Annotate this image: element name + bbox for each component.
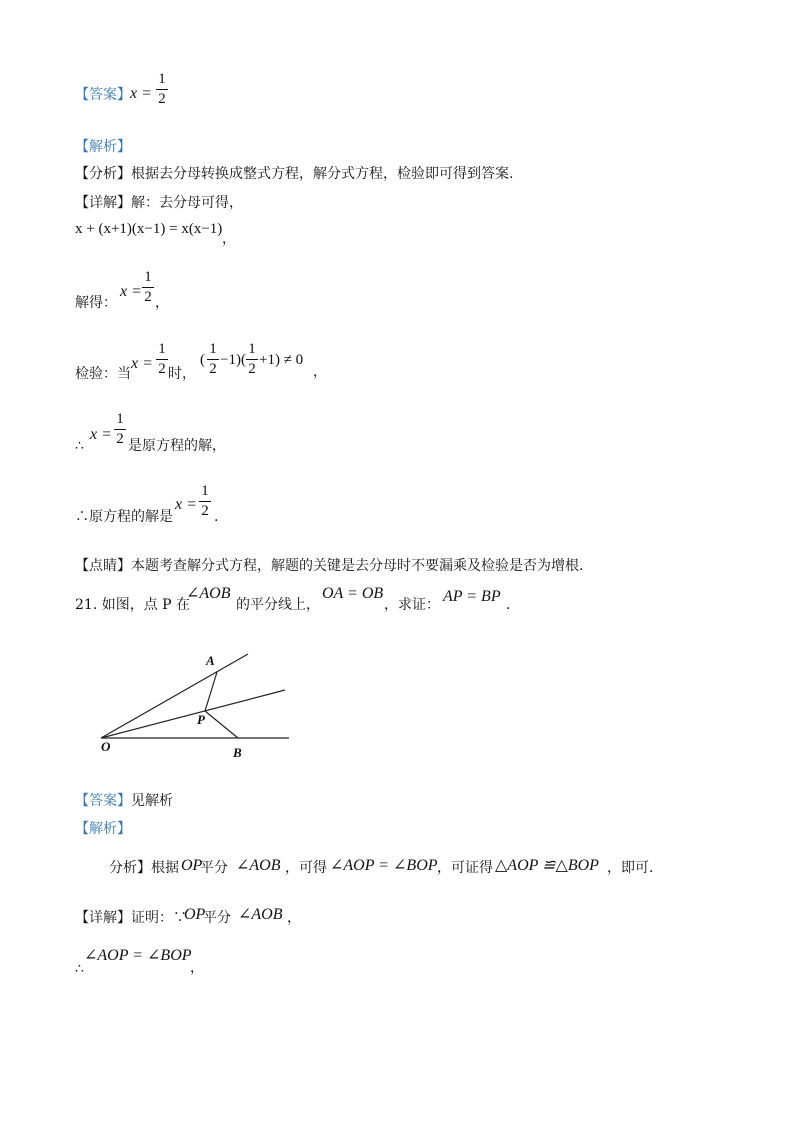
q21-xiangjie-tag: 【详解】 <box>75 910 131 926</box>
q21-fenxi-1: 分析】根据 <box>109 860 179 876</box>
q21-therefore-symbol: ∴ <box>75 961 84 977</box>
q21-condition: OA = OB <box>322 585 384 602</box>
q21-angle: ∠AOB <box>186 585 231 602</box>
denominator: 2 <box>201 503 209 519</box>
q21-answer-line <box>75 794 173 808</box>
q21-xiangjie-text2: 平分 <box>203 910 231 926</box>
numerator: 1 <box>116 411 124 427</box>
ray-oa <box>101 654 248 738</box>
fenxi-line <box>75 167 513 181</box>
solve-label: 解得： <box>75 295 117 311</box>
q21-prefix: 21. 如图，点 P 在 <box>75 597 191 613</box>
q21-fenxi-cong: △AOP ≌△BOP <box>495 857 599 874</box>
numerator: 1 <box>209 341 217 357</box>
denominator: 2 <box>158 361 166 377</box>
therefore1-expr: x = <box>90 426 112 443</box>
q21-fenxi-5: ，即可. <box>607 860 654 876</box>
q21-prove-expr: AP = BP <box>443 588 501 605</box>
therefore1-text: 是原方程的解， <box>128 438 226 454</box>
answer-fraction <box>156 72 168 107</box>
solve-fraction <box>142 270 154 305</box>
solve-tail: ， <box>155 295 169 311</box>
check-tail: ， <box>313 364 327 380</box>
therefore2-expr: x = <box>175 496 197 513</box>
dianjing-text: 本题考查解分式方程，解题的关键是去分母时不要漏乘及检验是否为增根. <box>131 558 584 574</box>
label-b: B <box>233 745 242 760</box>
q21-answer-tag: 【答案】 <box>75 793 131 809</box>
q21-therefore-expr: ∠AOP = ∠BOP <box>84 947 192 964</box>
q21-fenxi-2: 平分 <box>200 860 228 876</box>
check-fraction <box>156 342 168 377</box>
q21-xiangjie-tail: ， <box>287 910 301 926</box>
label-o: O <box>101 739 111 754</box>
fenxi-text: 根据去分母转换成整式方程，解分式方程，检验即可得到答案. <box>131 166 514 182</box>
q21-xiangjie-op: OP <box>184 906 206 923</box>
q21-end: . <box>506 597 511 613</box>
q21-fenxi-op: OP <box>181 857 203 874</box>
denominator: 2 <box>248 361 256 377</box>
answer-tag: 【答案】 <box>75 87 131 103</box>
denominator: 2 <box>144 289 152 305</box>
xiangjie-tag: 【详解】 <box>75 195 131 211</box>
therefore2-tail: . <box>214 509 219 525</box>
denominator: 2 <box>158 91 166 107</box>
check-label: 检验：当 <box>75 366 131 382</box>
numerator: 1 <box>158 341 166 357</box>
q21-fenxi-4: ，可证得 <box>437 860 493 876</box>
analysis-tag: 【解析】 <box>75 139 131 155</box>
q21-therefore-tail: ， <box>190 960 204 976</box>
q21-xiangjie-text: 证明：∵ <box>131 910 187 926</box>
q21-fenxi-3: ，可得 <box>285 860 327 876</box>
dianjing-line <box>75 559 583 573</box>
numerator: 1 <box>158 71 166 87</box>
label-a: A <box>206 653 215 668</box>
xiangjie-text: 解：去分母可得， <box>131 195 243 211</box>
q21-xiangjie-angle: ∠AOB <box>238 906 283 923</box>
check-expr: x = <box>131 355 153 372</box>
answer-expr: x = <box>130 85 152 102</box>
therefore-symbol: ∴ <box>75 438 84 454</box>
therefore1-fraction <box>114 412 126 447</box>
equation: x + (x+1)(x−1) = x(x−1) <box>75 221 223 237</box>
bisector-op <box>101 690 285 738</box>
dianjing-tag: 【点睛】 <box>75 558 131 574</box>
q21-analysis-tag: 【解析】 <box>75 821 131 837</box>
segment-bp <box>205 711 238 738</box>
q21-answer-text: 见解析 <box>131 793 173 809</box>
solve-expr: x = <box>120 283 142 300</box>
q21-fenxi-angle: ∠AOB <box>236 857 281 874</box>
q21-fenxi-eq: ∠AOP = ∠BOP <box>330 857 438 874</box>
q21-mid: 的平分线上， <box>236 597 320 613</box>
numerator: 1 <box>248 341 256 357</box>
equation-comma: ， <box>222 231 236 247</box>
geometry-figure <box>95 648 295 760</box>
therefore2-fraction <box>199 484 211 519</box>
xiangjie-line <box>75 196 243 210</box>
check-factor2-fraction <box>246 342 258 377</box>
denominator: 2 <box>116 431 124 447</box>
fenxi-tag: 【分析】 <box>75 166 131 182</box>
check-factor1-fraction <box>207 342 219 377</box>
therefore2-text: ∴原方程的解是 <box>75 509 173 525</box>
numerator: 1 <box>144 269 152 285</box>
q21-prove-label: ，求证： <box>384 597 440 613</box>
numerator: 1 <box>201 483 209 499</box>
check-when: 时， <box>168 366 196 382</box>
label-p: P <box>197 712 205 727</box>
denominator: 2 <box>209 361 217 377</box>
